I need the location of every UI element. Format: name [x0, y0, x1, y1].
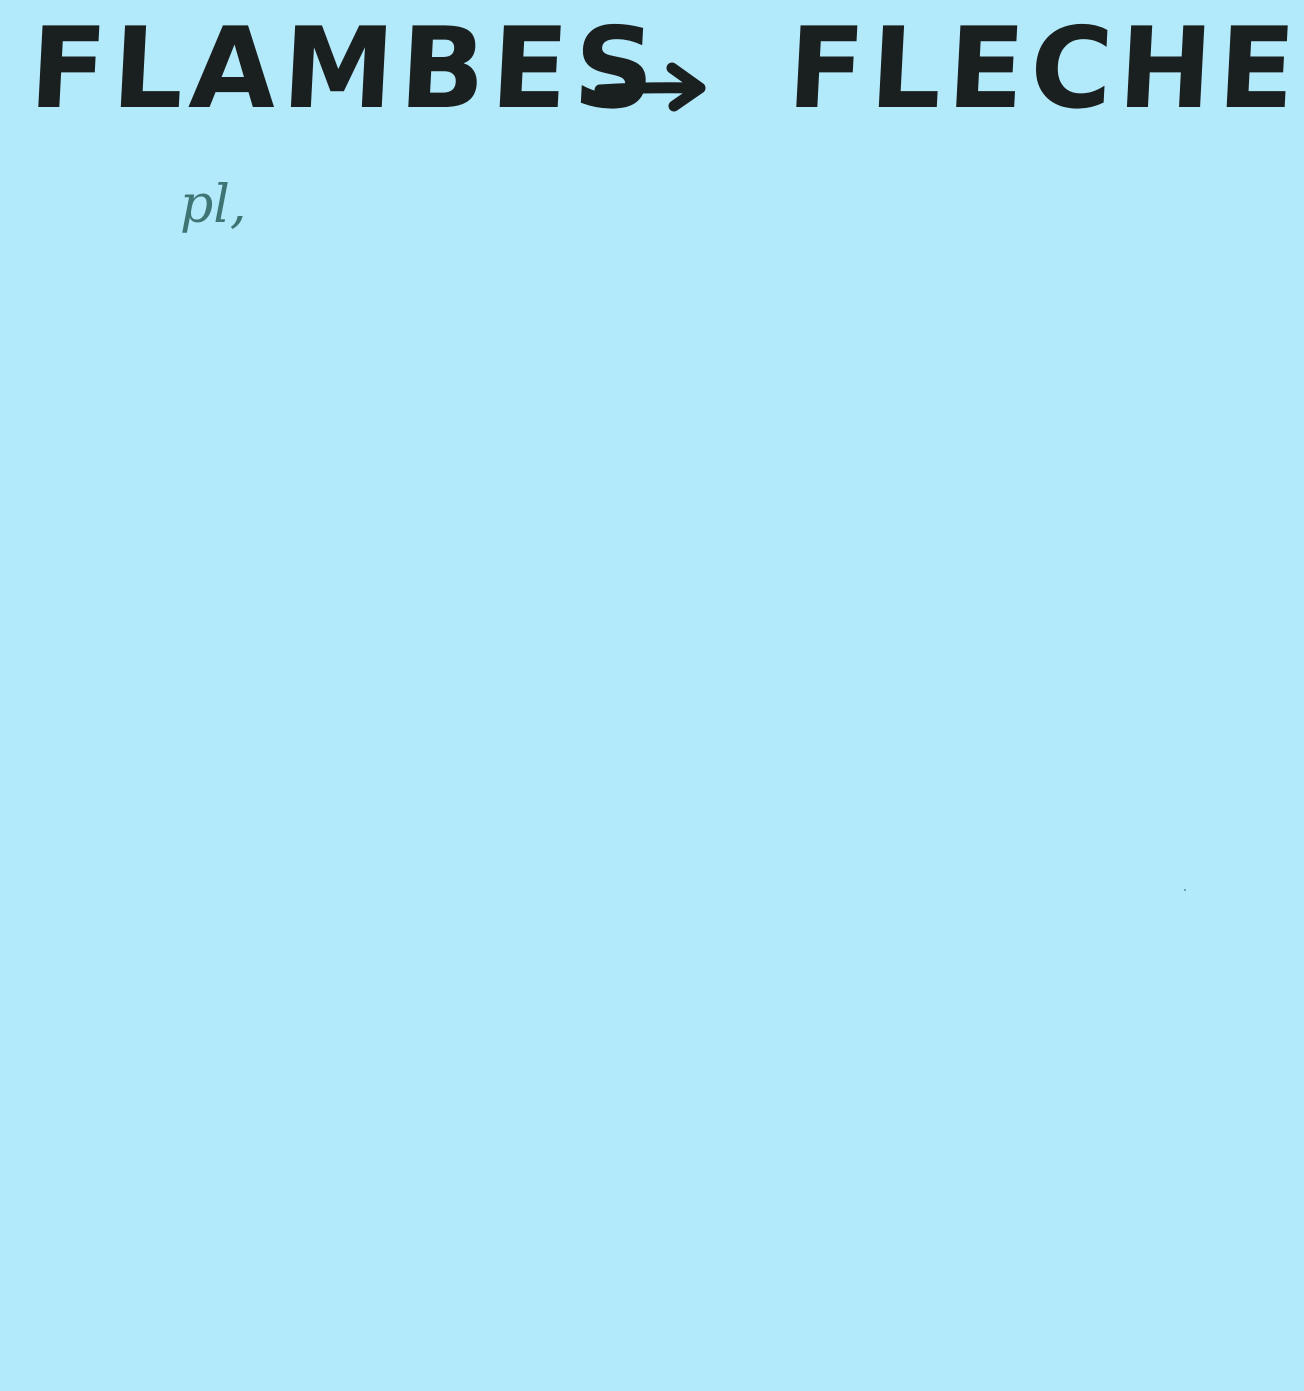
- word-fleche: FLECHE: [784, 4, 1304, 134]
- word-flambes: FLAMBES: [26, 4, 664, 134]
- right-arrow-icon: [590, 50, 720, 120]
- handwritten-annotation: pl,: [180, 175, 247, 235]
- paper-speck: [1184, 889, 1186, 891]
- handwritten-headline: [0, 0, 1304, 150]
